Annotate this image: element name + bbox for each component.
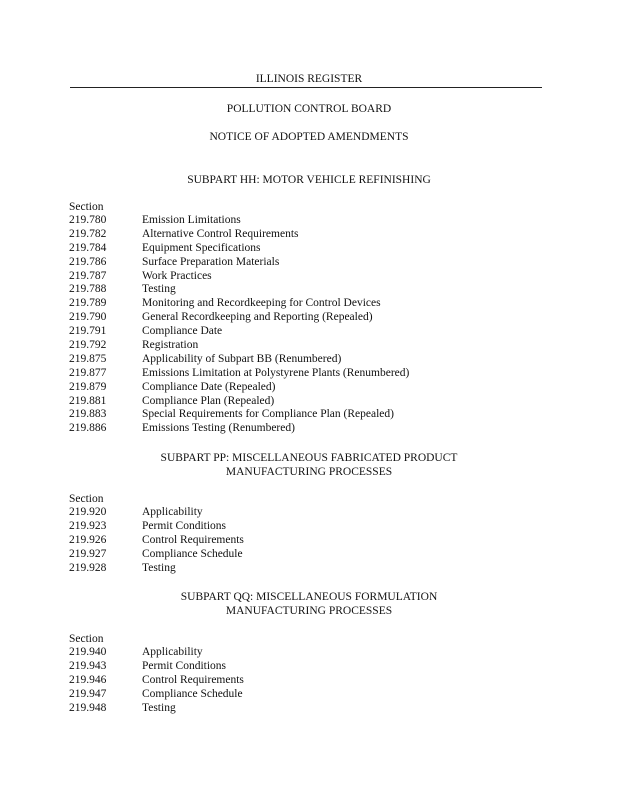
section-number: 219.780 <box>69 214 107 226</box>
subpart-qq-section-label: Section <box>69 633 104 645</box>
section-number: 219.940 <box>69 646 107 658</box>
section-title: Registration <box>142 339 199 352</box>
section-number: 219.790 <box>69 311 107 324</box>
section-number: 219.928 <box>69 561 107 574</box>
section-title: Control Requirements <box>142 533 244 546</box>
section-number: 219.923 <box>69 519 107 532</box>
section-title: Emission Limitations <box>142 214 241 226</box>
section-title: Work Practices <box>142 269 212 282</box>
subpart-pp-title-cont: MANUFACTURING PROCESSES <box>225 466 393 478</box>
section-number: 219.877 <box>69 366 107 379</box>
section-title: Testing <box>142 561 176 574</box>
subpart-hh-section-label: Section <box>69 201 104 213</box>
section-number: 219.879 <box>69 380 107 393</box>
section-number: 219.947 <box>69 687 107 700</box>
section-title: Compliance Plan (Repealed) <box>142 394 275 407</box>
section-title: Testing <box>142 701 176 714</box>
notice-title: NOTICE OF ADOPTED AMENDMENTS <box>209 131 409 143</box>
subpart-pp-section-label: Section <box>69 493 104 505</box>
section-title: Emissions Testing (Renumbered) <box>142 422 295 435</box>
section-title: Monitoring and Recordkeeping for Control Devices <box>142 297 381 310</box>
subpart-hh-title: SUBPART HH: MOTOR VEHICLE REFINISHING <box>187 174 431 186</box>
section-number: 219.791 <box>69 325 107 338</box>
section-number: 219.883 <box>69 408 107 421</box>
section-number: 219.875 <box>69 352 107 365</box>
section-number: 219.886 <box>69 422 107 435</box>
board-title: POLLUTION CONTROL BOARD <box>226 103 392 115</box>
section-title: Surface Preparation Materials <box>142 255 280 268</box>
section-title: Compliance Schedule <box>142 547 243 560</box>
section-title: General Recordkeeping and Reporting (Repealed) <box>142 311 373 324</box>
section-title: Testing <box>142 283 176 296</box>
section-title: Applicability <box>142 646 203 658</box>
section-number: 219.946 <box>69 673 107 686</box>
section-number: 219.792 <box>69 339 107 352</box>
section-number: 219.786 <box>69 255 107 268</box>
section-title: Permit Conditions <box>142 519 227 532</box>
register-header: ILLINOIS REGISTER <box>255 73 363 85</box>
section-title: Emissions Limitation at Polystyrene Plants (Renumbered) <box>142 366 410 379</box>
section-number: 219.927 <box>69 547 107 560</box>
section-number: 219.881 <box>69 394 107 407</box>
header-divider <box>70 87 542 88</box>
section-number: 219.787 <box>69 269 107 282</box>
section-number: 219.920 <box>69 506 107 518</box>
section-title: Applicability <box>142 506 203 518</box>
section-number: 219.789 <box>69 297 107 310</box>
section-title: Compliance Date <box>142 325 223 338</box>
section-title: Compliance Date (Repealed) <box>142 380 276 393</box>
section-title: Equipment Specifications <box>142 241 261 254</box>
section-title: Compliance Schedule <box>142 687 243 700</box>
subpart-qq-title: SUBPART QQ: MISCELLANEOUS FORMULATION <box>180 591 438 603</box>
section-title: Alternative Control Requirements <box>142 227 299 240</box>
section-number: 219.948 <box>69 701 107 714</box>
section-title: Permit Conditions <box>142 659 227 672</box>
subpart-pp-title: SUBPART PP: MISCELLANEOUS FABRICATED PRODUCT <box>160 452 458 464</box>
section-number: 219.784 <box>69 241 107 254</box>
section-title: Control Requirements <box>142 673 244 686</box>
section-number: 219.788 <box>69 283 107 296</box>
section-title: Special Requirements for Compliance Plan (Repealed) <box>142 408 394 421</box>
subpart-qq-title-cont: MANUFACTURING PROCESSES <box>225 605 393 617</box>
section-title: Applicability of Subpart BB (Renumbered) <box>142 352 342 365</box>
section-number: 219.782 <box>69 227 107 240</box>
section-number: 219.943 <box>69 659 107 672</box>
section-number: 219.926 <box>69 533 107 546</box>
